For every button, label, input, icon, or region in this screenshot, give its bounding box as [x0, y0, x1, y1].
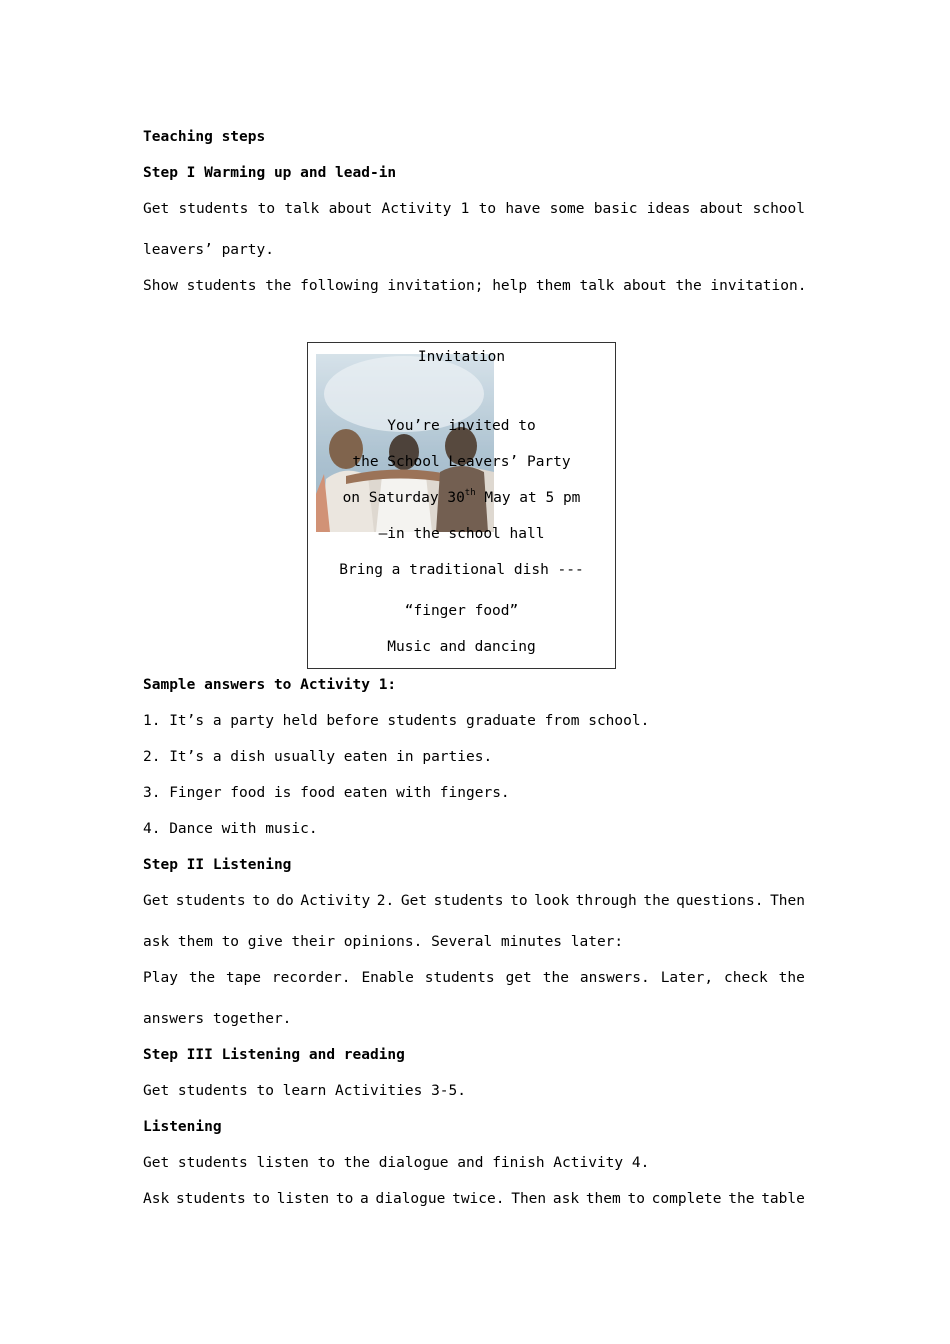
- answer-4: 4. Dance with music.: [143, 821, 318, 837]
- word: basic: [593, 201, 638, 217]
- word: Activity: [300, 893, 371, 909]
- answer-2: 2. It’s a dish usually eaten in parties.: [143, 749, 493, 765]
- step2-para1-line2: ask them to give their opinions. Several minutes later:: [143, 934, 624, 950]
- word: Get: [143, 201, 170, 217]
- word: listen: [276, 1191, 330, 1207]
- word: the: [542, 970, 569, 986]
- word: the: [188, 970, 216, 986]
- word: some: [549, 201, 585, 217]
- word: do: [276, 893, 294, 909]
- word: look: [534, 893, 570, 909]
- step2-heading: Step II Listening: [143, 857, 292, 873]
- word: to: [257, 201, 276, 217]
- invitation-title: Invitation: [417, 349, 506, 365]
- step1-para1-line2: leavers’ party.: [143, 242, 274, 258]
- word: Later,: [660, 970, 714, 986]
- word: Get: [400, 893, 428, 909]
- word: 2.: [376, 893, 395, 909]
- invitation-line4: —in the school hall: [378, 526, 545, 542]
- invitation-line1: You’re invited to: [387, 418, 536, 434]
- word: students: [175, 893, 246, 909]
- invitation-line6: “finger food”: [404, 603, 519, 619]
- answer-1: 1. It’s a party held before students graduate from school.: [143, 713, 650, 729]
- word: Activity: [381, 201, 452, 217]
- word: questions.: [676, 893, 764, 909]
- listening-heading: Listening: [143, 1119, 222, 1135]
- word: have: [505, 201, 541, 217]
- word: dialogue: [375, 1191, 446, 1207]
- word: to: [252, 1191, 270, 1207]
- word: the: [728, 1191, 755, 1207]
- invitation-line3: on Saturday 30th May at 5 pm: [342, 488, 581, 506]
- word: them: [585, 1191, 621, 1207]
- invitation-line7: Music and dancing: [387, 639, 536, 655]
- word: the: [643, 893, 670, 909]
- word: about: [699, 201, 744, 217]
- word: students: [433, 893, 504, 909]
- word: complete: [651, 1191, 722, 1207]
- word: table: [761, 1191, 805, 1207]
- word: to: [478, 201, 497, 217]
- word: twice.: [452, 1191, 505, 1207]
- word: to: [510, 893, 528, 909]
- word: students: [424, 970, 495, 986]
- word: to: [335, 1191, 354, 1207]
- sample-answers-heading: Sample answers to Activity 1:: [143, 677, 397, 693]
- word: tape: [226, 970, 261, 986]
- word: the: [778, 970, 805, 986]
- invitation-box: [307, 342, 616, 669]
- listening-para1: Get students listen to the dialogue and finish Activity 4.: [143, 1155, 650, 1171]
- word: Then: [511, 1191, 547, 1207]
- word: answers.: [579, 970, 650, 986]
- step2-para2-line2: answers together.: [143, 1011, 292, 1027]
- listening-para2: [143, 1190, 805, 1208]
- step1-heading: Step I Warming up and lead-in: [143, 165, 397, 181]
- word: Then: [770, 893, 805, 909]
- word: through: [575, 893, 637, 909]
- step2-para2-line1: [143, 969, 805, 987]
- word: students: [178, 201, 249, 217]
- invitation-line5: Bring a traditional dish ---: [339, 562, 584, 578]
- step1-para2: Show students the following invitation; help them talk about the invitation.: [143, 278, 807, 294]
- answer-3: 3. Finger food is food eaten with fingers.: [143, 785, 510, 801]
- step3-para1: Get students to learn Activities 3-5.: [143, 1083, 467, 1099]
- word: 1: [460, 201, 470, 217]
- word: get: [505, 970, 532, 986]
- invitation-line2: the School Leavers’ Party: [352, 454, 571, 470]
- word: Ask: [143, 1191, 170, 1207]
- step3-heading: Step III Listening and reading: [143, 1047, 405, 1063]
- step1-para1-line1: [143, 200, 805, 218]
- word: Enable: [361, 970, 414, 986]
- word: check: [724, 970, 768, 986]
- step2-para1-line1: [143, 892, 805, 910]
- word: school: [752, 201, 805, 217]
- word: ideas: [646, 201, 691, 217]
- word: recorder.: [271, 970, 351, 986]
- word: to: [627, 1191, 645, 1207]
- word: to: [252, 893, 270, 909]
- teaching-steps-heading: Teaching steps: [143, 129, 266, 145]
- word: students: [175, 1191, 246, 1207]
- word: Get: [143, 893, 170, 909]
- word: Play: [143, 970, 178, 986]
- word: about: [328, 201, 373, 217]
- word: a: [360, 1191, 369, 1207]
- word: talk: [284, 201, 320, 217]
- word: ask: [552, 1191, 580, 1207]
